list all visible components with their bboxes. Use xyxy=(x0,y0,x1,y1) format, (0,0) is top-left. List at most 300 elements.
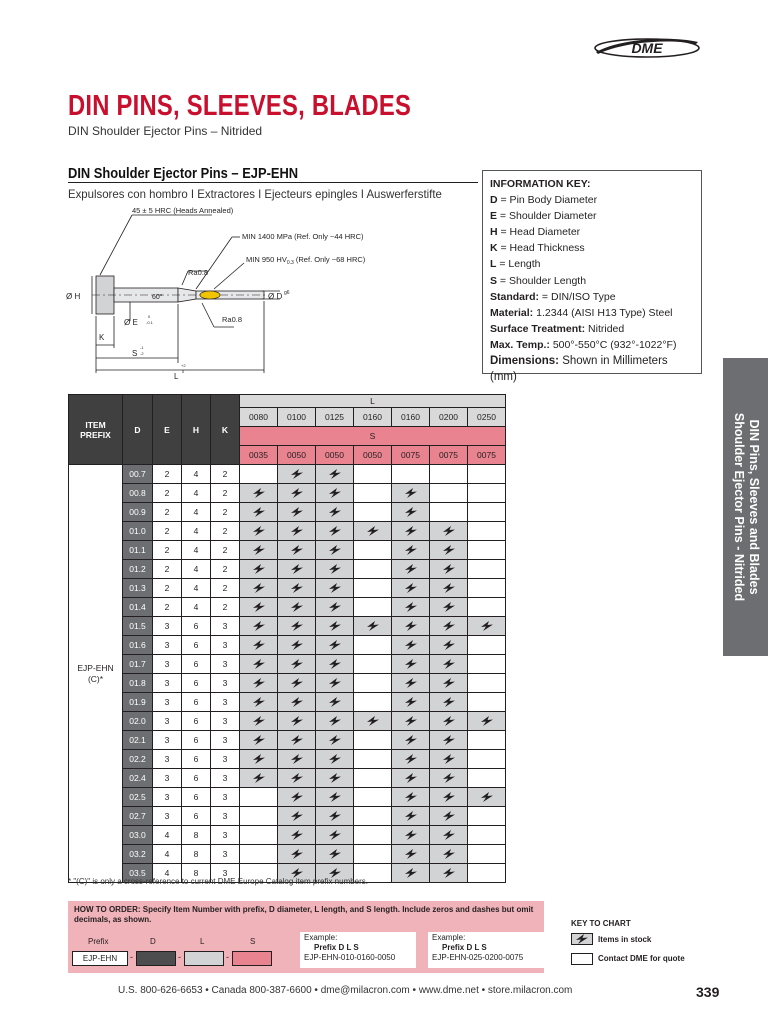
lightning-icon xyxy=(441,735,457,745)
table-cell-in-stock xyxy=(278,845,316,864)
table-row xyxy=(69,465,506,484)
table-cell-in-stock xyxy=(278,560,316,579)
table-cell-quote xyxy=(468,579,506,598)
table-cell-quote xyxy=(354,845,392,864)
how-to-order-text: HOW TO ORDER: Specify Item Number with prefix, D diameter, L length, and S length. Include zeros and dashes but omit decimals, as shown. xyxy=(74,905,534,924)
table-cell-e: 3 xyxy=(153,712,182,731)
diagram-s-tol-bot: -2 xyxy=(140,351,144,356)
table-header-e: E xyxy=(153,395,182,465)
table-header-l-value: 0160 xyxy=(354,408,392,427)
lightning-icon xyxy=(479,792,495,802)
table-cell-d: 00.7 xyxy=(123,465,153,484)
table-cell-in-stock xyxy=(430,598,468,617)
table-cell-d: 02.1 xyxy=(123,731,153,750)
footer-contacts: U.S. 800-626-6653 • Canada 800-387-6600 • dme@milacron.com • www.dme.net • store.milacron.com xyxy=(118,985,573,996)
lightning-icon xyxy=(403,659,419,669)
table-cell-quote xyxy=(240,788,278,807)
table-row xyxy=(69,807,506,826)
table-cell-in-stock xyxy=(392,845,430,864)
table-cell-d: 01.0 xyxy=(123,522,153,541)
lightning-icon xyxy=(441,849,457,859)
diagram-l: L xyxy=(174,372,179,381)
table-cell-in-stock xyxy=(392,655,430,674)
table-cell-k: 3 xyxy=(211,845,240,864)
lightning-icon xyxy=(403,621,419,631)
table-cell-d: 01.4 xyxy=(123,598,153,617)
lightning-icon xyxy=(289,830,305,840)
table-cell-quote xyxy=(468,655,506,674)
information-key-line: Dimensions: Shown in Millimeters (mm) xyxy=(490,355,668,384)
table-cell-in-stock xyxy=(316,579,354,598)
table-cell-in-stock xyxy=(392,826,430,845)
table-cell-quote xyxy=(468,693,506,712)
table-cell-in-stock xyxy=(316,484,354,503)
table-cell-in-stock xyxy=(430,845,468,864)
table-cell-quote xyxy=(354,731,392,750)
table-cell-in-stock xyxy=(430,750,468,769)
table-cell-in-stock xyxy=(354,712,392,731)
table-cell-in-stock xyxy=(278,636,316,655)
key-to-chart-title: KEY TO CHART xyxy=(571,919,631,928)
table-cell-e: 3 xyxy=(153,617,182,636)
information-key-line: K = Head Thickness xyxy=(490,242,585,255)
lightning-icon xyxy=(441,526,457,536)
lightning-icon xyxy=(441,545,457,555)
table-cell-k: 2 xyxy=(211,560,240,579)
lightning-icon xyxy=(574,934,590,944)
lightning-icon xyxy=(251,488,267,498)
table-cell-e: 2 xyxy=(153,579,182,598)
lightning-icon xyxy=(327,697,343,707)
order-dash: - xyxy=(178,952,181,962)
table-row xyxy=(69,541,506,560)
diagram-k: K xyxy=(99,333,105,342)
lightning-icon xyxy=(327,849,343,859)
table-cell-quote xyxy=(392,465,430,484)
table-cell-k: 2 xyxy=(211,465,240,484)
table-cell-quote xyxy=(354,769,392,788)
table-cell-quote xyxy=(240,807,278,826)
table-cell-k: 3 xyxy=(211,750,240,769)
table-cell-in-stock xyxy=(392,503,430,522)
table-cell-in-stock xyxy=(316,807,354,826)
table-cell-in-stock xyxy=(240,769,278,788)
table-cell-in-stock xyxy=(392,788,430,807)
table-cell-k: 2 xyxy=(211,541,240,560)
table-cell-d: 02.0 xyxy=(123,712,153,731)
diagram-od-tol: g6 xyxy=(284,290,290,296)
table-cell-d: 00.8 xyxy=(123,484,153,503)
lightning-icon xyxy=(289,488,305,498)
diagram-od: Ø D xyxy=(268,292,283,301)
table-cell-h: 6 xyxy=(182,712,211,731)
table-cell-h: 4 xyxy=(182,598,211,617)
table-cell-quote xyxy=(468,541,506,560)
table-cell-e: 2 xyxy=(153,541,182,560)
table-cell-d: 01.2 xyxy=(123,560,153,579)
table-cell-in-stock xyxy=(316,617,354,636)
lightning-icon xyxy=(289,792,305,802)
table-cell-quote xyxy=(354,693,392,712)
table-cell-in-stock xyxy=(278,788,316,807)
table-header-l-value: 0100 xyxy=(278,408,316,427)
spec-table xyxy=(68,394,506,883)
information-key-line: Max. Temp.: 500°-550°C (932°-1022°F) xyxy=(490,338,677,351)
table-cell-in-stock xyxy=(430,617,468,636)
table-row xyxy=(69,826,506,845)
table-row xyxy=(69,503,506,522)
table-cell-quote xyxy=(354,674,392,693)
table-cell-in-stock xyxy=(392,731,430,750)
lightning-icon xyxy=(289,526,305,536)
table-cell-quote xyxy=(430,465,468,484)
table-cell-quote xyxy=(354,807,392,826)
table-cell-in-stock xyxy=(392,674,430,693)
table-cell-in-stock xyxy=(316,655,354,674)
table-cell-in-stock xyxy=(392,522,430,541)
table-cell-in-stock xyxy=(468,712,506,731)
lightning-icon xyxy=(403,811,419,821)
table-cell-quote xyxy=(354,788,392,807)
table-row xyxy=(69,731,506,750)
table-cell-quote xyxy=(354,560,392,579)
table-cell-h: 6 xyxy=(182,731,211,750)
table-cell-in-stock xyxy=(240,655,278,674)
lightning-icon xyxy=(403,488,419,498)
table-cell-quote xyxy=(468,826,506,845)
table-cell-in-stock xyxy=(430,826,468,845)
table-cell-in-stock xyxy=(354,617,392,636)
table-cell-h: 4 xyxy=(182,465,211,484)
lightning-icon xyxy=(327,830,343,840)
table-cell-in-stock xyxy=(392,864,430,883)
lightning-icon xyxy=(327,488,343,498)
weld-mark xyxy=(200,291,220,299)
table-cell-in-stock xyxy=(392,807,430,826)
lightning-icon xyxy=(327,792,343,802)
table-cell-in-stock xyxy=(430,769,468,788)
table-cell-d: 03.5 xyxy=(123,864,153,883)
order-d-field xyxy=(136,951,176,966)
lightning-icon xyxy=(441,602,457,612)
table-cell-in-stock xyxy=(278,465,316,484)
lightning-icon xyxy=(441,868,457,878)
table-cell-in-stock xyxy=(316,522,354,541)
side-tab xyxy=(723,358,768,656)
table-cell-k: 3 xyxy=(211,807,240,826)
table-cell-in-stock xyxy=(278,541,316,560)
table-cell-k: 3 xyxy=(211,712,240,731)
lightning-icon xyxy=(403,583,419,593)
lightning-icon xyxy=(289,469,305,479)
table-cell-h: 4 xyxy=(182,579,211,598)
key-stock-swatch xyxy=(571,933,593,945)
diagram-s: S xyxy=(132,349,138,358)
table-cell-e: 2 xyxy=(153,560,182,579)
table-cell-d: 02.4 xyxy=(123,769,153,788)
table-cell-in-stock xyxy=(430,522,468,541)
table-cell-k: 2 xyxy=(211,484,240,503)
lightning-icon xyxy=(327,659,343,669)
table-header-s-value: 0075 xyxy=(468,446,506,465)
lightning-icon xyxy=(289,754,305,764)
lightning-icon xyxy=(251,697,267,707)
lightning-icon xyxy=(441,792,457,802)
information-key-line: Standard: = DIN/ISO Type xyxy=(490,290,616,303)
lightning-icon xyxy=(403,735,419,745)
lightning-icon xyxy=(403,678,419,688)
lightning-icon xyxy=(289,583,305,593)
lightning-icon xyxy=(403,754,419,764)
page-number: 339 xyxy=(696,984,720,1000)
lightning-icon xyxy=(251,564,267,574)
order-l-field xyxy=(184,951,224,966)
table-cell-h: 6 xyxy=(182,807,211,826)
order-example-2: Example: Prefix D L S EJP-EHN-025-0200-0075 xyxy=(428,932,544,968)
lightning-icon xyxy=(441,811,457,821)
table-cell-h: 4 xyxy=(182,484,211,503)
lightning-icon xyxy=(251,507,267,517)
table-cell-e: 4 xyxy=(153,826,182,845)
table-cell-in-stock xyxy=(392,541,430,560)
table-cell-d: 02.5 xyxy=(123,788,153,807)
table-cell-h: 6 xyxy=(182,769,211,788)
table-cell-h: 6 xyxy=(182,655,211,674)
table-cell-in-stock xyxy=(392,617,430,636)
table-cell-h: 8 xyxy=(182,845,211,864)
table-cell-in-stock xyxy=(430,541,468,560)
table-cell-d: 01.3 xyxy=(123,579,153,598)
diagram-angle: 60° xyxy=(152,294,163,301)
diagram-ra-top: Ra0.8 xyxy=(188,268,209,277)
table-cell-k: 3 xyxy=(211,693,240,712)
table-cell-in-stock xyxy=(316,750,354,769)
table-cell-in-stock xyxy=(240,636,278,655)
table-cell-in-stock xyxy=(430,788,468,807)
table-cell-in-stock xyxy=(240,750,278,769)
lightning-icon xyxy=(251,716,267,726)
lightning-icon xyxy=(251,773,267,783)
table-cell-e: 4 xyxy=(153,845,182,864)
table-cell-quote xyxy=(354,484,392,503)
how-to-order xyxy=(68,901,544,973)
table-cell-quote xyxy=(240,826,278,845)
table-cell-in-stock xyxy=(278,693,316,712)
lightning-icon xyxy=(479,716,495,726)
table-cell-k: 3 xyxy=(211,864,240,883)
lightning-icon xyxy=(403,716,419,726)
side-tab-line2: Shoulder Ejector Pins - Nitrided xyxy=(731,412,746,602)
lightning-icon xyxy=(403,868,419,878)
table-cell-in-stock xyxy=(278,826,316,845)
table-row xyxy=(69,750,506,769)
side-tab-line1: DIN Pins, Sleeves and Blades xyxy=(746,419,761,595)
lightning-icon xyxy=(441,716,457,726)
page-subtitle: DIN Shoulder Ejector Pins – Nitrided xyxy=(68,124,263,138)
table-cell-in-stock xyxy=(316,465,354,484)
table-cell-in-stock xyxy=(316,503,354,522)
table-cell-d: 01.5 xyxy=(123,617,153,636)
lightning-icon xyxy=(403,545,419,555)
table-cell-h: 6 xyxy=(182,674,211,693)
table-cell-in-stock xyxy=(430,864,468,883)
table-header-s-value: 0050 xyxy=(354,446,392,465)
table-cell-in-stock xyxy=(316,712,354,731)
table-cell-in-stock xyxy=(430,636,468,655)
table-cell-in-stock xyxy=(316,636,354,655)
information-key-heading: INFORMATION KEY: xyxy=(490,178,591,190)
lightning-icon xyxy=(327,507,343,517)
table-cell-quote xyxy=(354,826,392,845)
table-row xyxy=(69,712,506,731)
table-cell-quote xyxy=(240,845,278,864)
table-header-s-value: 0050 xyxy=(278,446,316,465)
lightning-icon xyxy=(403,792,419,802)
table-cell-e: 2 xyxy=(153,484,182,503)
page-title: DIN PINS, SLEEVES, BLADES xyxy=(68,90,412,122)
table-cell-quote xyxy=(468,522,506,541)
table-cell-quote xyxy=(468,636,506,655)
table-header-s-value: 0035 xyxy=(240,446,278,465)
table-cell-in-stock xyxy=(392,750,430,769)
table-cell-in-stock xyxy=(278,484,316,503)
table-cell-quote xyxy=(354,598,392,617)
table-cell-h: 8 xyxy=(182,864,211,883)
table-cell-in-stock xyxy=(278,503,316,522)
order-l-label: L xyxy=(200,937,205,946)
table-cell-e: 3 xyxy=(153,693,182,712)
diagram-oe-tol-bot: -0.1 xyxy=(146,320,153,325)
table-cell-quote xyxy=(468,750,506,769)
lightning-icon xyxy=(327,716,343,726)
table-cell-in-stock xyxy=(316,826,354,845)
table-cell-k: 2 xyxy=(211,503,240,522)
lightning-icon xyxy=(403,830,419,840)
table-header-l-value: 0200 xyxy=(430,408,468,427)
lightning-icon xyxy=(441,659,457,669)
table-cell-quote xyxy=(354,503,392,522)
lightning-icon xyxy=(403,849,419,859)
lightning-icon xyxy=(327,545,343,555)
order-s-label: S xyxy=(250,937,256,946)
lightning-icon xyxy=(251,545,267,555)
table-cell-k: 2 xyxy=(211,598,240,617)
lightning-icon xyxy=(365,716,381,726)
ejector-pin-diagram xyxy=(62,203,392,383)
table-cell-e: 4 xyxy=(153,864,182,883)
table-cell-e: 3 xyxy=(153,731,182,750)
table-cell-in-stock xyxy=(392,693,430,712)
table-cell-quote xyxy=(354,541,392,560)
information-key-line: H = Head Diameter xyxy=(490,226,581,239)
lightning-icon xyxy=(251,526,267,536)
table-cell-in-stock xyxy=(316,541,354,560)
information-key-line: D = Pin Body Diameter xyxy=(490,194,598,207)
lightning-icon xyxy=(251,735,267,745)
table-row xyxy=(69,636,506,655)
information-key-line: Material: 1.2344 (AISI H13 Type) Steel xyxy=(490,306,673,319)
table-cell-h: 6 xyxy=(182,693,211,712)
dme-logo xyxy=(592,34,702,60)
lightning-icon xyxy=(289,545,305,555)
table-row xyxy=(69,655,506,674)
table-cell-quote xyxy=(430,484,468,503)
lightning-icon xyxy=(403,507,419,517)
table-cell-d: 01.8 xyxy=(123,674,153,693)
lightning-icon xyxy=(403,640,419,650)
table-cell-in-stock xyxy=(240,560,278,579)
table-row xyxy=(69,579,506,598)
table-row xyxy=(69,693,506,712)
lightning-icon xyxy=(327,602,343,612)
table-cell-in-stock xyxy=(316,845,354,864)
table-cell-in-stock xyxy=(468,788,506,807)
table-cell-k: 3 xyxy=(211,826,240,845)
table-cell-in-stock xyxy=(392,598,430,617)
lightning-icon xyxy=(365,526,381,536)
table-header-s: S xyxy=(240,427,506,446)
key-quote-label: Contact DME for quote xyxy=(598,954,685,963)
table-cell-h: 4 xyxy=(182,522,211,541)
table-cell-h: 4 xyxy=(182,503,211,522)
table-cell-in-stock xyxy=(240,693,278,712)
table-cell-quote xyxy=(468,845,506,864)
table-cell-k: 3 xyxy=(211,617,240,636)
table-cell-quote xyxy=(354,636,392,655)
lightning-icon xyxy=(327,678,343,688)
lightning-icon xyxy=(289,621,305,631)
table-cell-in-stock xyxy=(430,693,468,712)
table-cell-in-stock xyxy=(392,484,430,503)
table-cell-h: 6 xyxy=(182,617,211,636)
table-cell-in-stock xyxy=(278,617,316,636)
table-cell-in-stock xyxy=(430,674,468,693)
table-cell-k: 3 xyxy=(211,788,240,807)
table-cell-in-stock xyxy=(278,674,316,693)
section-translations: Expulsores con hombro I Extractores I Ejecteurs epingles I Auswerferstifte xyxy=(68,187,442,201)
diagram-heads-label: 45 ± 5 HRC (Heads Annealed) xyxy=(132,206,234,215)
lightning-icon xyxy=(327,754,343,764)
diagram-oe: Ø E xyxy=(124,318,138,327)
table-cell-in-stock xyxy=(278,750,316,769)
lightning-icon xyxy=(327,621,343,631)
table-header-l-value: 0250 xyxy=(468,408,506,427)
table-cell-k: 2 xyxy=(211,522,240,541)
lightning-icon xyxy=(327,773,343,783)
lightning-icon xyxy=(441,621,457,631)
table-cell-k: 3 xyxy=(211,731,240,750)
lightning-icon xyxy=(251,640,267,650)
table-cell-in-stock xyxy=(278,655,316,674)
diagram-l-tol-top: +2 xyxy=(181,363,186,368)
table-cell-quote xyxy=(240,465,278,484)
lightning-icon xyxy=(251,678,267,688)
lightning-icon xyxy=(251,583,267,593)
table-cell-d: 01.7 xyxy=(123,655,153,674)
table-cell-quote xyxy=(354,465,392,484)
table-cell-d: 00.9 xyxy=(123,503,153,522)
table-header-k: K xyxy=(211,395,240,465)
table-cell-in-stock xyxy=(278,769,316,788)
table-row xyxy=(69,598,506,617)
logo-text: DME xyxy=(631,40,663,56)
lightning-icon xyxy=(403,602,419,612)
table-header-item-prefix: ITEM PREFIX xyxy=(69,395,123,465)
order-example-1: Example: Prefix D L S EJP-EHN-010-0160-0050 xyxy=(300,932,416,968)
table-cell-in-stock xyxy=(316,788,354,807)
table-cell-e: 2 xyxy=(153,465,182,484)
lightning-icon xyxy=(327,811,343,821)
